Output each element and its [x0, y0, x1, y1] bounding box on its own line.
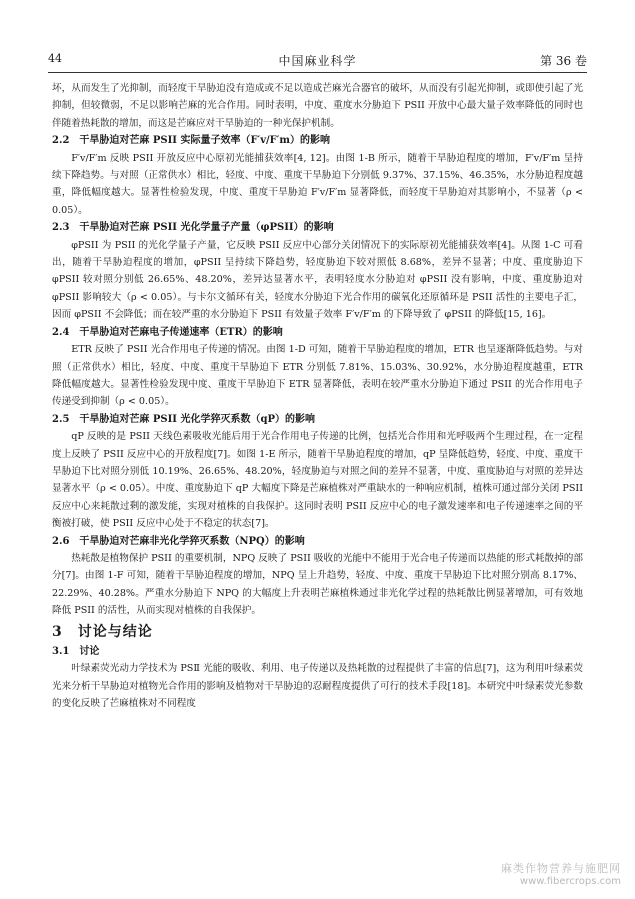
body-paragraph: 叶绿素荧光动力学技术为 PSⅡ 光能的吸收、利用、电子传递以及热耗散的过程提供了丰富的信息[7]，这为利用叶绿素荧光来分析干旱胁迫对植物光合作用的影响及植物对干旱胁迫的忍耐程度提供了可行的技术手段[18]。本研究中叶绿素荧光参数的变化反映了芒麻植株对不同程度: [52, 663, 583, 710]
page-number: 44: [48, 52, 62, 65]
watermark-text: 麻类作物营养与施肥网: [501, 862, 621, 875]
subsection-heading: 2.3 干旱胁迫对芒麻 PSII 光化学量子产量（φPSII）的影响: [52, 222, 334, 234]
section-heading: 3 讨论与结论: [52, 623, 153, 640]
body-paragraph: φPSII 为 PSII 的光化学量子产量，它反映 PSII 反应中心部分关闭情况下的实际原初光能捕获效率[4]。从图 1-C 可看出，随着干旱胁迫程度的增加，φPSII 呈持续下降趋势，轻度胁迫下较对照低 8.68%，差异不显著；中度、重度胁迫下 φPSII 较对照分别低 26.65%、48.20%，差异达显著水平，表明轻度水分胁迫对 φPSII 没有影响，中度、重度胁迫对 φPSII 影响较大（ρ < 0.05）。与卡尔文循环有关，轻度水分胁迫下光合作用的碳氧化还原循环是 PSII 活性的主要电子汇，因而 φPSII 不会降低；而在较严重的水分胁迫下 PSII 有效量子效率 F′v/F′m 的下降导致了 φPSII 的降低[15, 16]。: [52, 239, 583, 321]
body-paragraph: F′v/F′m 反映 PSII 开放反应中心原初光能捕获效率[4, 12]。由图 1-B 所示，随着干旱胁迫程度的增加，F′v/F′m 呈持续下降趋势。与对照（正常供水）相比，轻度、中度、重度干旱胁迫下分别低 9.37%、37.15%、46.35%，水分胁迫程度越重，降低幅度越大。显著性检验发现，中度、重度干旱胁迫 F′v/F′m 显著降低，而轻度干旱胁迫对其影响小，不显著（ρ < 0.05）。: [52, 152, 583, 216]
journal-title: 中国麻业科学: [278, 54, 357, 68]
subsection-heading: 2.6 干旱胁迫对芒麻非光化学猝灭系数（NPQ）的影响: [52, 535, 305, 547]
header-rule: [48, 72, 587, 73]
body-paragraph: qP 反映的是 PSII 天线色素吸收光能后用于光合作用电子传递的比例，包括光合作用和光呼吸两个生理过程，在一定程度上反映了 PSII 反应中心的开放程度[7]。如图 1-E 所示，随着干旱胁迫程度的增加，qP 呈降低趋势，轻度、中度、重度干旱胁迫下比对照分别低 10.19%、26.65%、48.20%，轻度胁迫与对照之间的差异不显著，中度、重度胁迫与对照的差异达显著水平（ρ < 0.05）。中度、重度胁迫下 qP 大幅度下降是芒麻植株对严重缺水的一种响应机制，植株可通过部分关闭 PSII 反应中心来耗散过剩的激发能，实现对植株的自我保护。这同时表明 PSII 反应中心的电子激发速率和电子传递速率之间的平衡被打破，使 PSII 反应中心处于不稳定的状态[7]。: [52, 431, 583, 530]
subsection-heading: 2.2 干旱胁迫对芒麻 PSII 实际量子效率（F′v/F′m）的影响: [52, 135, 330, 147]
watermark-url: www.fibercrops.com: [519, 876, 621, 887]
volume-label: 第 36 卷: [540, 54, 587, 68]
body-paragraph: 热耗散是植物保护 PSII 的重要机制，NPQ 反映了 PSII 吸收的光能中不能用于光合电子传递而以热能的形式耗散掉的部分[7]。由图 1-F 可知，随着干旱胁迫程度的增加，NPQ 呈上升趋势，轻度、中度、重度干旱胁迫下比对照分别高 8.17%、22.29%、40.28%。严重水分胁迫下 NPQ 的大幅度上升表明芒麻植株通过非光化学过程的热耗散比例显著增加，可有效地降低 PSII 的活性，从而实现对植株的自我保护。: [52, 552, 583, 617]
paper-body: [52, 80, 583, 713]
subsection-heading: 2.5 干旱胁迫对芒麻 PSII 光化学猝灭系数（qP）的影响: [52, 413, 315, 425]
body-paragraph: 坏，从而发生了光抑制，而轻度干旱胁迫没有造成或不足以造成芒麻光合器官的破坏，从而没有引起光抑制，或即使引起了光抑制，但较微弱，不足以影响芒麻的光合作用。同时表明，中度、重度水分胁迫下 PSII 开放中心最大量子效率降低的同时也伴随着热耗散的增加，而这是芒麻应对干旱胁迫的一种光保护机制。: [52, 83, 583, 129]
subsection-heading: 3.1 讨论: [52, 646, 100, 657]
body-paragraph: ETR 反映了 PSII 光合作用电子传递的情况。由图 1-D 可知，随着干旱胁迫程度的增加，ETR 也呈逐渐降低趋势。与对照（正常供水）相比，轻度、中度、重度干旱胁迫下 ETR 分别低 7.81%、15.03%、30.92%，水分胁迫程度越重，ETR 降低幅度越大。显著性检验发现中度、重度干旱胁迫下 ETR 显著降低，表明在较严重水分胁迫下通过 PSII 的光合作用电子传递受到抑制（ρ < 0.05）。: [52, 344, 583, 408]
watermark: [501, 860, 621, 887]
subsection-heading: 2.4 干旱胁迫对芒麻电子传递速率（ETR）的影响: [52, 326, 283, 338]
